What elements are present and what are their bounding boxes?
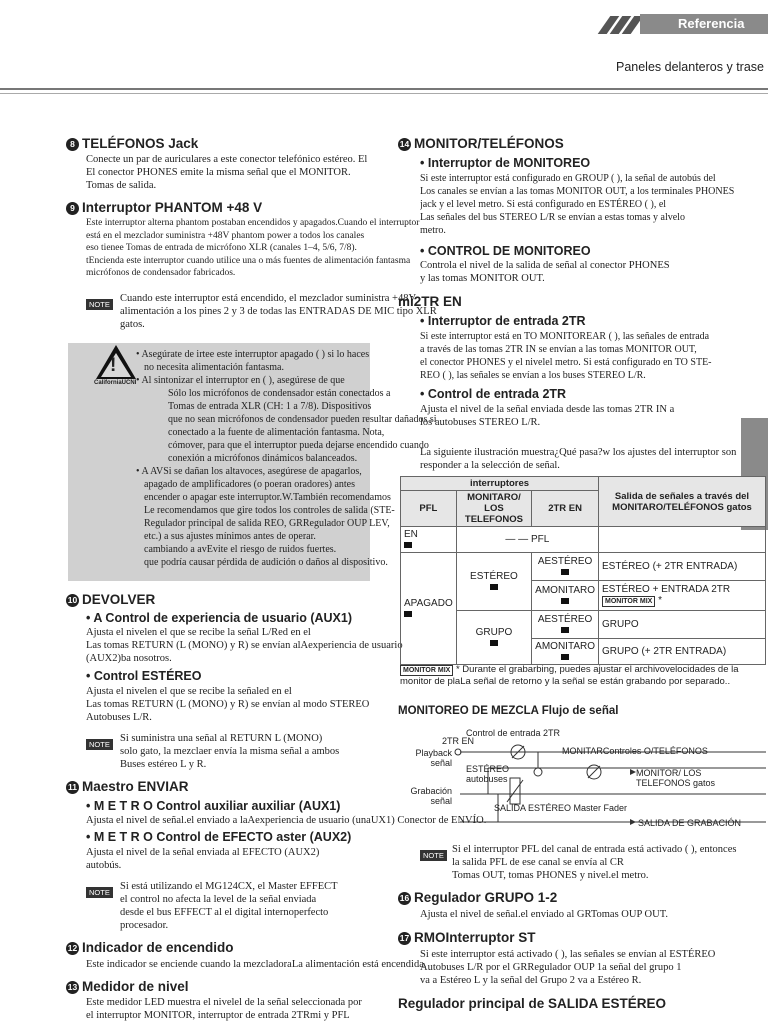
- table-cell: ESTÉREO + ENTRADA 2TR MONITOR MIX *: [599, 581, 766, 611]
- section-tab: [640, 14, 768, 34]
- table-footnote: MONITOR MIX * Durante el grabarbing, puedes ajustar el archivovelocidades de la monitor de plaLa señal de retorno y la señal se están grabando por separado..: [400, 664, 739, 687]
- heading-13: 13 Medidor de nivel: [67, 979, 189, 994]
- label-master-fader: SALIDA ESTÉREO Master Fader: [494, 803, 628, 813]
- switch-icon: [561, 598, 569, 604]
- table-header-output: Salida de señales a través del MONITARO/TELÉFONOS gatos: [599, 477, 766, 527]
- switch-table: [400, 476, 766, 665]
- monitor-mix-badge: MONITOR MIX: [400, 665, 453, 676]
- label-stereo-bus: ESTÉREO autobuses: [466, 764, 510, 784]
- heading-14: 14 MONITOR/TELÉFONOS: [399, 136, 564, 151]
- text-10b: Ajusta el nivelen el que se recibe la señaled en el Las tomas RETURN (L (MONO) y R) se envían al modo STEREO Autobuses L/R.: [86, 686, 370, 723]
- subheading-2tr-control: • Control de entrada 2TR: [420, 387, 567, 401]
- text-17: Si este interruptor está activado ( ), las señales se envían al ESTÉREO Autobuses L/R por el GRRegulador OUP 1a señal del grupo 1 va a Estéreo L y la señal del Grupo 2 va a Estéreo R.: [420, 949, 716, 986]
- switch-icon: [561, 627, 569, 633]
- table-cell: GRUPO: [599, 611, 766, 639]
- note-10: Si suministra una señal al RETURN L (MONO) solo gato, la mezclaer envía la misma señal a ambos Buses estéreo L y R.: [120, 733, 340, 770]
- monitor-mix-badge: MONITOR MIX: [602, 596, 655, 607]
- note-badge-11: NOTE: [86, 882, 113, 900]
- table-cell: ESTÉREO: [456, 553, 531, 611]
- label-monitor-controls: MONITARControles O/TELÉFONOS: [562, 746, 708, 756]
- note-11: Si está utilizando el MG124CX, el Master EFFECT el control no afecta la level de la señal enviada desde el bus EFFECT al el digital internoperfecto procesador.: [120, 881, 338, 931]
- switch-icon: [490, 584, 498, 590]
- mix-node: [534, 768, 542, 776]
- table-col-2tr: 2TR EN: [532, 491, 599, 527]
- warning-caption: CaliforniaUCNI: [94, 380, 137, 386]
- header-rule: [0, 93, 768, 94]
- subheading-monitor-switch: • Interruptor de MONITOREO: [420, 156, 591, 170]
- label-2tr-in: 2TR EN: [442, 736, 475, 746]
- subheading-2tr-switch: • Interruptor de entrada 2TR: [420, 314, 586, 328]
- heading-9: 9 Interruptor PHANTOM +48 V: [66, 200, 262, 215]
- text-14b: Controla el nivel de la salida de señal al conector PHONES y las tomas MONITOR OUT.: [420, 260, 670, 284]
- note-badge-flow: NOTE: [420, 845, 447, 863]
- table-cell: GRUPO: [456, 611, 531, 665]
- flow-title: MONITOREO DE MEZCLA Flujo de señal: [398, 705, 619, 717]
- switch-icon: [404, 611, 412, 617]
- text-8: Conecte un par de auriculares a este conector telefónico estéreo. El El conector PHONES emite la misma señal que el MONITOR. Tomas de salida.: [86, 154, 368, 191]
- text-11a: Ajusta el nivel de señal.el enviado a laAexperiencia de usuario (unaUX1) Conector de ENVÍO.: [86, 815, 487, 826]
- switch-icon: [490, 640, 498, 646]
- heading-12: 12 Indicador de encendido: [67, 940, 234, 955]
- label-recording: Grabación señal: [410, 786, 452, 806]
- table-cell: AMONITARO: [532, 639, 599, 665]
- note-badge-10: NOTE: [86, 734, 113, 752]
- subheading-aux-send: • M E T R O Control auxiliar auxiliar (AUX1): [86, 799, 341, 813]
- heading-18: Regulador principal de SALIDA ESTÉREO: [398, 996, 667, 1011]
- subheading-effect: • M E T R O Control de EFECTO aster (AUX2): [86, 830, 352, 844]
- text-10a: Ajusta el nivelen el que se recibe la señal L/Red en el Las tomas RETURN (L (MONO) y R) se envían alAexperiencia de usuario (AUX2)ba nosotros.: [86, 627, 403, 664]
- table-col-monitor: MONITARO/ LOS TELEFONOS: [456, 491, 531, 527]
- arrow-icon: [630, 819, 636, 825]
- text-13: Este medidor LED muestra el nivelel de la señal seleccionada por el interruptor MONITOR, interruptor de entrada 2TRmi y PFL: [86, 997, 362, 1021]
- text-11b: Ajusta el nivel de la señal enviada al EFECTO (AUX2) autobús.: [86, 847, 320, 871]
- heading-10: 10 DEVOLVER: [67, 592, 156, 607]
- page-subtitle: Paneles delanteros y trase: [615, 60, 764, 74]
- table-cell: AMONITARO: [532, 581, 599, 611]
- table-row: EN: [401, 527, 457, 553]
- heading-16: 16 Regulador GRUPO 1-2: [399, 890, 558, 905]
- text-15a: Si este interruptor está en TO MONITOREAR ( ), las señales de entrada a través de las tomas 2TR IN se envían a las tomas MONITOR OUT, el conector PHONES y el nivelel metro. Si está configurado en TO STE- REO ( ), las señales se envían a los buses STEREO L/R.: [420, 331, 712, 381]
- text-14a: Si este interruptor está configurado en GROUP ( ), la señal de autobús del Los canales se envían a las tomas MONITOR OUT, a los terminales PHONES jack y el level metro. Si está configurado en ESTÉREO ( ), el Las señales del bus STEREO L/R se envían a estas tomas y alvelo metro.: [420, 173, 735, 236]
- header-rule: [0, 88, 768, 90]
- label-2tr-control: Control de entrada 2TR: [466, 728, 561, 738]
- table-cell: [599, 527, 766, 553]
- table-row: APAGADO: [401, 553, 457, 665]
- heading-15: mi2TR EN: [398, 294, 462, 309]
- section-title: Referencia: [678, 16, 745, 31]
- note-9: Cuando este interruptor está encendido, el mezclador suministra +48V alimentación a los pines 2 y 3 de todas las ENTRADAS DE MIC tipo XLR gatos.: [120, 293, 437, 330]
- table-cell: — — PFL: [456, 527, 598, 553]
- switch-icon: [561, 569, 569, 575]
- label-playback: Playback señal: [415, 748, 452, 768]
- exclamation-icon: !: [110, 355, 117, 376]
- table-cell: AESTÉREO: [532, 553, 599, 581]
- table-header-switches: interruptores: [401, 477, 599, 491]
- table-col-pfl: PFL: [401, 491, 457, 527]
- heading-11: 11 Maestro ENVIAR: [68, 779, 189, 794]
- heading-8: 8 TELÉFONOS Jack: [66, 136, 198, 151]
- label-rec-out: SALIDA DE GRABACIÓN: [638, 818, 742, 828]
- text-9: Este interruptor alterna phantom postaban encendidos y apagados.Cuando el interruptor está en el mezclador suministra +48V phantom power a todos los canales eso tienee Tomas de entrada de micrófono XLR (canales 1–4, 5/6, 7/8). tEncienda este interruptor cuando utilice una o más fuentes de alimentación fantasma micrófonos de condensador fabricados.: [86, 218, 420, 278]
- text-15-intro: La siguiente ilustración muestra¿Qué pasa?w los ajustes del interruptor son responder a la selección de señal.: [420, 447, 737, 471]
- label-monitor-out: MONITOR/ LOS TELEFONOS gatos: [636, 768, 716, 788]
- text-16: Ajusta el nivel de señal.el enviado al GRTomas OUP OUT.: [420, 909, 668, 920]
- text-15b: Ajusta el nivel de la señal enviada desde las tomas 2TR IN a los autobuses STEREO L/R.: [420, 404, 675, 428]
- switch-icon: [404, 542, 412, 548]
- subheading-aux1: • A Control de experiencia de usuario (AUX1): [86, 611, 353, 625]
- subheading-stereo: • Control ESTÉREO: [86, 669, 202, 683]
- table-cell: AESTÉREO: [532, 611, 599, 639]
- subheading-monitor-control: • CONTROL DE MONITOREO: [420, 244, 591, 258]
- table-cell: ESTÉREO (+ 2TR ENTRADA): [599, 553, 766, 581]
- switch-icon: [561, 654, 569, 660]
- warning-text: • Asegúrate de irtee este interruptor apagado ( ) si lo haces no necesita alimentación fantasma. • Al sintonizar el interruptor en ( ), asegúrese de que Sólo los micrófonos de condensador están conectados a Tomas de entrada XLR (CH: 1 a 7/8). Dispositivos que no sean micrófonos de condensador pueden resultar dañados si conectado a la fuente de alimentación fantasma. Nota, cómover, para que el interruptor pueda dejarse encendido cuando conexión a micrófonos dinámicos balanceados. • A AVSi se dañan los altavoces, asegúrese de apagarlos, apagado de amplificadores (o poeran oradores) antes encender o apagar este interruptor.W.También recomendamos Le recomendamos que gire todos los controles de salida (STE- Regulador principal de salida REO, GRRegulador OUP LEV, etc.) a sus ajustes mínimos antes de operar. cambiando a avEvite el riesgo de ruidos fuertes. que podría causar pérdida de audición o daños al dispositivo.: [136, 349, 437, 568]
- note-badge-9: NOTE: [86, 294, 113, 312]
- text-12: Este indicador se enciende cuando la mezcladoraLa alimentación está encendida.: [86, 959, 427, 970]
- heading-17: 17 RMOInterruptor ST: [399, 930, 536, 945]
- note-flow: Si el interruptor PFL del canal de entrada está activado ( ), entonces la salida PFL de ese canal se envía al CR Tomas OUT, tomas PHONES y nivel.el metro.: [452, 844, 737, 881]
- table-cell: GRUPO (+ 2TR ENTRADA): [599, 639, 766, 665]
